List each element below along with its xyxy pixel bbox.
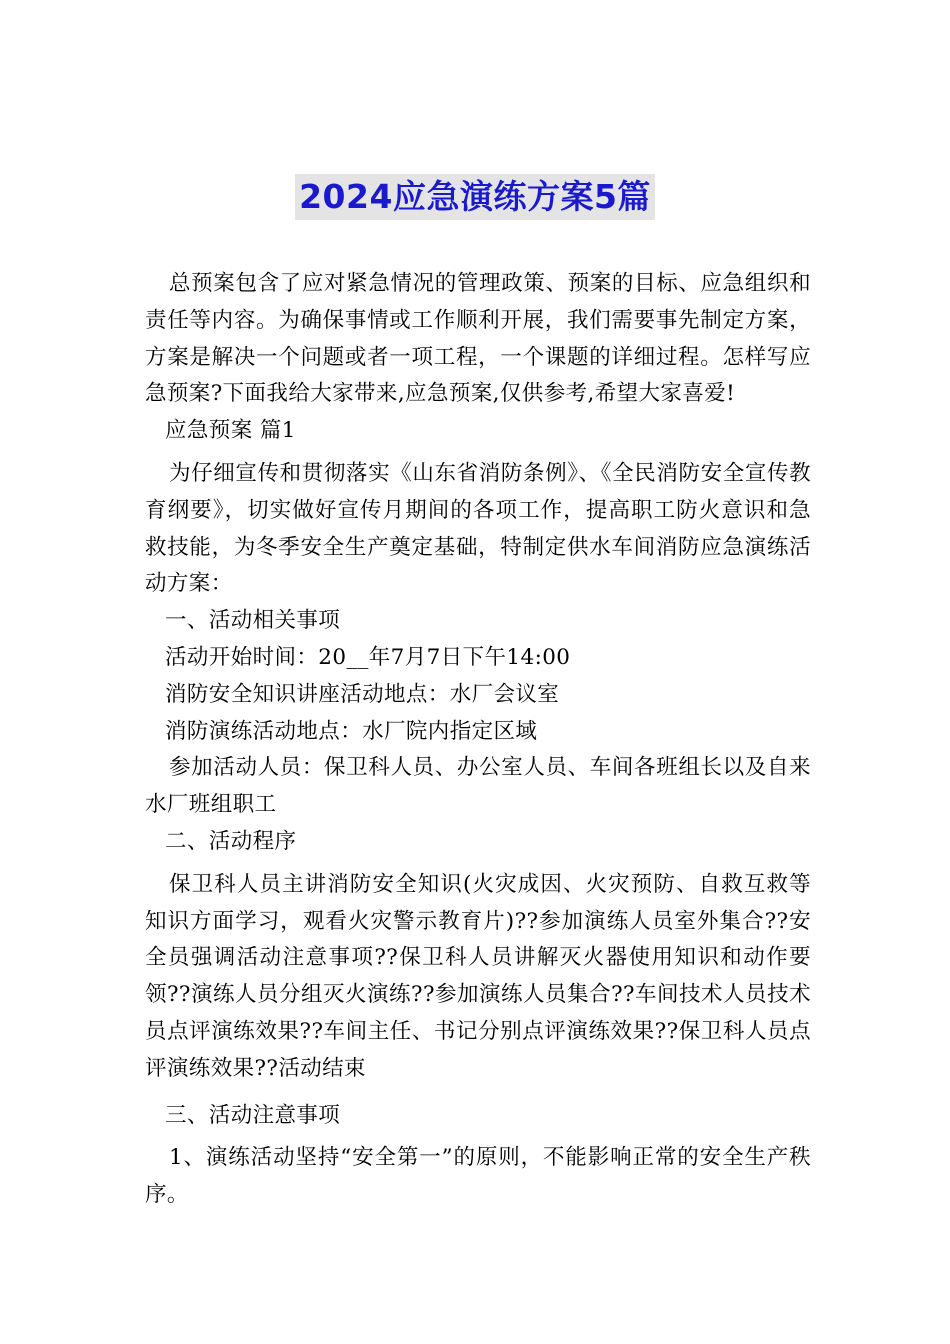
participants-paragraph: 参加活动人员：保卫科人员、办公室人员、车间各班组长以及自来水厂班组职工: [145, 755, 811, 818]
precaution-item-1: 1、演练活动坚持“安全第一”的原则，不能影响正常的安全生产秩序。: [145, 1145, 811, 1208]
intro-paragraph: 总预案包含了应对紧急情况的管理政策、预案的目标、应急组织和责任等内容。为确保事情或工作顺利开展，我们需要事先制定方案，方案是解决一个问题或者一项工程，一个课题的详细过程。怎样写应急预案?下面我给大家带来,应急预案,仅供参考,希望大家喜爱!: [145, 271, 811, 407]
procedure-paragraph: 保卫科人员主讲消防安全知识(火灾成因、火灾预防、自救互救等知识方面学习，观看火灾警示教育片)??参加演练人员室外集合??安全员强调活动注意事项??保卫科人员讲解灭火器使用知识和动作要领??演练人员分组灭火演练??参加演练人员集合??车间技术人员技术员点评演练效果??车间主任、书记分别点评演练效果??保卫科人员点评演练效果??活动结束: [145, 871, 811, 1081]
activity-start-time: 活动开始时间：20__年7月7日下午14:00: [165, 644, 571, 670]
subheading-activity-procedure: 二、活动程序: [165, 828, 297, 854]
section-heading-plan-1: 应急预案 篇1: [165, 418, 296, 444]
title-container: [0, 174, 950, 220]
lecture-location: 消防安全知识讲座活动地点：水厂会议室: [165, 681, 560, 707]
drill-location: 消防演练活动地点：水厂院内指定区域: [165, 718, 538, 744]
purpose-paragraph: 为仔细宣传和贯彻落实《山东省消防条例》、《全民消防安全宣传教育纲要》，切实做好宣传月期间的各项工作，提高职工防火意识和急救技能，为冬季安全生产奠定基础，特制定供水车间消防应急演练活动方案：: [145, 460, 811, 597]
subheading-activity-items: 一、活动相关事项: [165, 608, 341, 634]
document-title: 2024应急演练方案5篇: [295, 174, 655, 220]
subheading-precautions: 三、活动注意事项: [165, 1102, 341, 1128]
document-body: [145, 266, 811, 1214]
